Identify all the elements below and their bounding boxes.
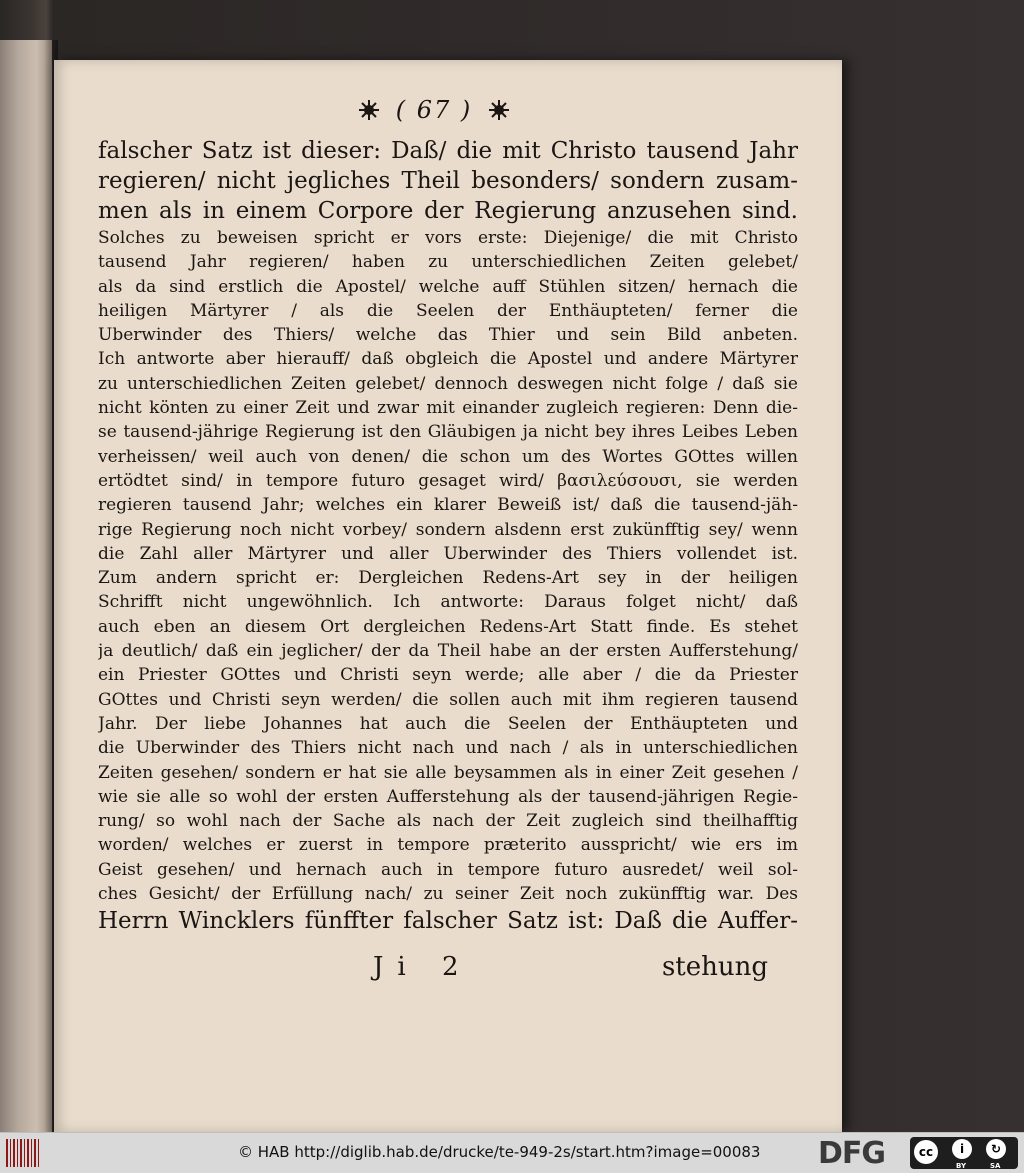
text-line: men als in einem Corpore der Regierung anzusehen sind. (98, 198, 798, 224)
text-line: ches Gesicht/ der Erfüllung nach/ zu seiner Zeit noch zukünfftig war. Des (98, 884, 798, 905)
text-line: ein Priester GOttes und Christi seyn werde; alle aber / die da Priester (98, 665, 798, 686)
text-line: die Uberwinder des Thiers nicht nach und nach / als in unterschiedlichen (98, 738, 798, 759)
by-icon: i (952, 1139, 972, 1159)
signature-mark: Ji 2 (373, 952, 473, 982)
text-line: Zum andern spricht er: Dergleichen Redens-Art sey in der heiligen (98, 568, 798, 589)
ornament-right-icon (488, 99, 510, 121)
sa-label: SA (990, 1162, 1001, 1170)
page-header (334, 94, 534, 124)
text-line: wie sie alle so wohl der ersten Aufferstehung als der tausend-jährigen Regie- (98, 786, 798, 807)
text-line: Uberwinder des Thiers/ welche das Thier und sein Bild anbeten. (98, 325, 798, 346)
text-line: GOttes und Christi seyn werden/ die sollen auch mit ihm regieren tausend (98, 689, 798, 710)
text-line: auch eben an diesem Ort dergleichen Redens-Art Statt finde. Es stehet (98, 616, 798, 637)
text-line: Ich antworte aber hierauff/ daß obgleich die Apostel und andere Märtyrer (98, 349, 798, 370)
sa-icon: ↻ (986, 1139, 1006, 1159)
text-line: Jahr. Der liebe Johannes hat auch die Seelen der Enthäupteten und (98, 713, 798, 734)
text-line: tausend Jahr regieren/ haben zu unterschiedlichen Zeiten gelebet/ (98, 252, 798, 273)
text-line: worden/ welches er zuerst in tempore præterito ausspricht/ wie ers im (98, 835, 798, 856)
book-page (54, 60, 842, 1132)
text-line: regieren/ nicht jegliches Theil besonders/ sondern zusam- (98, 168, 798, 194)
dfg-logo[interactable]: DFG (818, 1136, 886, 1171)
copyright-link[interactable]: © HAB http://diglib.hab.de/drucke/te-949-2s/start.htm?image=00083 (238, 1143, 761, 1161)
text-line: heiligen Märtyrer / als die Seelen der Enthäupteten/ ferner die (98, 300, 798, 321)
text-line: regieren tausend Jahr; welches ein klarer Beweiß ist/ daß die tausend-jäh- (98, 495, 798, 516)
text-line: Schrifft nicht ungewöhnlich. Ich antworte: Daraus folget nicht/ daß (98, 592, 798, 613)
text-line: se tausend-jährige Regierung ist den Gläubigen ja nicht bey ihres Leibes Leben (98, 422, 798, 443)
text-line: rige Regierung noch nicht vorbey/ sondern alsdenn erst zukünfftig sey/ wenn (98, 519, 798, 540)
text-line: verheissen/ weil auch von denen/ die schon um des Wortes GOttes willen (98, 446, 798, 467)
body-text (98, 136, 798, 936)
text-line: Geist gesehen/ und hernach auch in tempore futuro ausredet/ weil sol- (98, 859, 798, 880)
text-line: Zeiten gesehen/ sondern er hat sie alle beysammen als in einer Zeit gesehen / (98, 762, 798, 783)
by-label: BY (956, 1162, 967, 1170)
library-logo-icon[interactable] (6, 1139, 40, 1167)
text-line: ertödtet sind/ in tempore futuro gesaget wird/ βασιλεύσουσι, sie werden (98, 470, 798, 491)
text-line: nicht könten zu einer Zeit und zwar mit einander zugleich regieren: Denn die- (98, 398, 798, 419)
text-line: ja deutlich/ daß ein jeglicher/ der da Theil habe an der ersten Aufferstehung/ (98, 641, 798, 662)
cc-icon: cc (914, 1140, 938, 1164)
text-line: Solches zu beweisen spricht er vors erste: Diejenige/ die mit Christo (98, 228, 798, 248)
page-number: ( 67 ) (395, 95, 473, 124)
text-line: rung/ so wohl nach der Sache als nach der Zeit zugleich sind theilhafftig (98, 811, 798, 832)
text-line: die Zahl aller Märtyrer und aller Uberwinder des Thiers vollendet ist. (98, 543, 798, 564)
text-line: als da sind erstlich die Apostel/ welche auff Stühlen sitzen/ hernach die (98, 276, 798, 297)
viewer-footer-bar (0, 1132, 1024, 1173)
text-line: Herrn Wincklers fünffter falscher Satz ist: Daß die Auffer- (98, 908, 798, 935)
ornament-left-icon (358, 99, 380, 121)
catchword: stehung (661, 952, 768, 982)
text-line: falscher Satz ist dieser: Daß/ die mit Christo tausend Jahr (98, 138, 798, 164)
text-line: zu unterschiedlichen Zeiten gelebet/ dennoch deswegen nicht folge / daß sie (98, 373, 798, 394)
page-footer (98, 952, 798, 986)
cc-license-badge[interactable] (910, 1137, 1018, 1169)
